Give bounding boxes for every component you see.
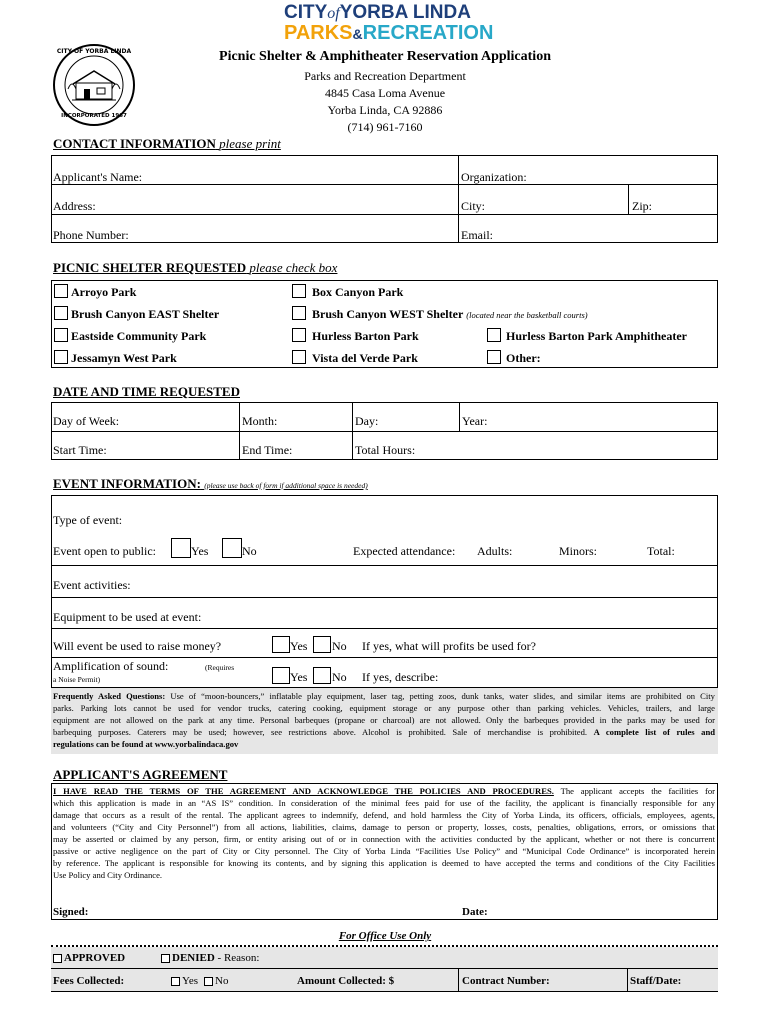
seal-text-bottom: INCORPORATED 1967	[61, 113, 127, 119]
checkbox-brush-east[interactable]	[54, 306, 68, 320]
datetime-heading: DATE AND TIME REQUESTED	[53, 384, 240, 399]
shelter-heading: PICNIC SHELTER REQUESTED please check box	[53, 260, 338, 275]
contact-note: please print	[219, 136, 281, 151]
rules-link[interactable]: regulations can be found at www.yorbalindaca.gov	[53, 739, 239, 749]
signed-field[interactable]: Signed:	[53, 906, 89, 918]
email-field[interactable]: Email:	[461, 228, 493, 242]
label-brush-east: Brush Canyon EAST Shelter	[71, 307, 220, 321]
label-hurless-amphitheater: Hurless Barton Park Amphitheater	[506, 329, 687, 343]
faq-lead: Frequently Asked Questions:	[53, 691, 166, 701]
dept-name: Parks and Recreation Department	[304, 69, 466, 83]
checkbox-brush-west[interactable]	[292, 306, 306, 320]
start-time-field[interactable]: Start Time:	[53, 443, 107, 457]
amplification-label: Amplification of sound:	[53, 659, 169, 673]
event-heading: EVENT INFORMATION: (please use back of form if additional space is needed)	[53, 476, 368, 491]
logo-parks: PARKS	[284, 22, 353, 44]
city-field[interactable]: City:	[461, 199, 486, 213]
fees-no-label: No	[215, 975, 229, 987]
checkbox-jessamyn[interactable]	[54, 350, 68, 364]
day-field[interactable]: Day:	[355, 414, 379, 428]
approved-label: APPROVED	[64, 952, 126, 964]
date-field[interactable]: Date:	[462, 906, 488, 918]
label-vista: Vista del Verde Park	[312, 351, 418, 365]
parks-logo	[284, 2, 494, 46]
day-of-week-field[interactable]: Day of Week:	[53, 414, 120, 428]
amount-collected-field[interactable]: Amount Collected: $	[297, 975, 395, 987]
dept-phone: (714) 961-7160	[347, 120, 423, 134]
logo-of: of	[327, 5, 340, 22]
event-activities-field[interactable]: Event activities:	[53, 578, 131, 592]
type-of-event-field[interactable]: Type of event:	[53, 513, 123, 527]
phone-field[interactable]: Phone Number:	[53, 228, 129, 242]
denied-checkbox[interactable]	[161, 954, 170, 963]
year-field[interactable]: Year:	[462, 414, 488, 428]
checkbox-arroyo[interactable]	[54, 284, 68, 298]
minors-field[interactable]: Minors:	[559, 544, 598, 558]
logo-amp: &	[352, 26, 363, 42]
approved-checkbox[interactable]	[53, 954, 62, 963]
raise-no-label: No	[332, 639, 347, 653]
adults-field[interactable]: Adults:	[477, 544, 513, 558]
label-eastside: Eastside Community Park	[71, 329, 207, 343]
raise-no-checkbox[interactable]	[313, 636, 331, 653]
requires-label: (Requires	[205, 663, 235, 672]
noise-permit-label: a Noise Permit)	[53, 675, 101, 684]
logo-city: CITY	[284, 2, 328, 23]
raise-yes-label: Yes	[290, 639, 308, 653]
amp-yes-checkbox[interactable]	[272, 667, 290, 684]
raise-money-label: Will event be used to raise money?	[53, 639, 222, 653]
brush-west-name: Brush Canyon WEST Shelter	[312, 307, 464, 321]
total-field[interactable]: Total:	[647, 544, 675, 558]
equipment-field[interactable]: Equipment to be used at event:	[53, 610, 202, 624]
agreement-text: I HAVE READ THE TERMS OF THE AGREEMENT AND ACKNOWLEDGE THE POLICIES AND PROCEDURES. The applicant accepts the facilities for which this application is made in an “AS IS” condition. In consideration of the minimal fees paid for use of the facility, the applicant is financially responsible for any damage that occurs as a result of the rental. The applicant agrees to indemnify, defend, and hold harmless the City of Yorba Linda, its officers, officials, employees, agents, and volunteers (“City and City Personnel”) from all actions, liabilities, claims, damage to person or property, losses, costs, penalties, obligations, errors, or omissions that may be asserted or claimed by any person, firm, or entity arising out of or in connection with the activities conducted by the applicant, whether or not there is concurrent passive or active negligence on the part of City or City personnel. The City of Yorba Linda “Facilities Use Policy” and “Municipal Code Ordinance” is incorporated herein by reference. The applicant is responsible for knowing its contents, and by signing this application is deemed to have accepted the terms and conditions of the City Facilities Use Policy and City Ordinance.	[53, 786, 715, 880]
dept-city: Yorba Linda, CA 92886	[327, 103, 443, 117]
address-field[interactable]: Address:	[53, 199, 96, 213]
faq-text: Frequently Asked Questions: Use of “moon-bouncers,” inflatable play equipment, laser tag, petting zoos, dunk tanks, water slides, and similar items are prohibited on City parks. Parking lots cannot be used for vendor trucks, catering cooking, equipment storage or any purpose other than parking vehicles. Vehicles, trailers, and large equipment are not allowed on the park at any time. Personal barbeques (propane or charcoal) are not allowed. Only the barbeques provided in the parks may be used for barbequing purposes. Caterers may be used; however, see restrictions above. Alcohol is prohibited. Sale of merchandise is prohibited. A complete list of rules and regulations can be found at www.yorbalindaca.gov	[53, 691, 715, 749]
applicant-name-field[interactable]: Applicant's Name:	[53, 170, 143, 184]
organization-field[interactable]: Organization:	[461, 170, 527, 184]
zip-field[interactable]: Zip:	[632, 199, 652, 213]
fees-yes-checkbox[interactable]	[171, 977, 180, 986]
agreement-heading: APPLICANT'S AGREEMENT	[53, 767, 228, 782]
label-arroyo: Arroyo Park	[71, 285, 137, 299]
total-hours-field[interactable]: Total Hours:	[355, 443, 416, 457]
amp-yes-label: Yes	[290, 670, 308, 684]
fees-no-checkbox[interactable]	[204, 977, 213, 986]
expected-attendance-label: Expected attendance:	[353, 544, 456, 558]
open-to-public-label: Event open to public:	[53, 544, 156, 558]
label-jessamyn: Jessamyn West Park	[71, 351, 177, 365]
label-box-canyon: Box Canyon Park	[312, 285, 404, 299]
contract-number-field[interactable]: Contract Number:	[462, 975, 550, 987]
open-yes-checkbox[interactable]	[171, 538, 191, 558]
label-other[interactable]: Other:	[506, 351, 541, 365]
rules-link-lead: A complete list of rules and	[593, 727, 715, 737]
office-heading: For Office Use Only	[338, 930, 432, 942]
amp-no-label: No	[332, 670, 347, 684]
checkbox-box-canyon[interactable]	[292, 284, 306, 298]
reason-text: - Reason:	[217, 952, 260, 964]
open-no-checkbox[interactable]	[222, 538, 242, 558]
open-yes-label: Yes	[191, 544, 209, 558]
agreement-lead: I HAVE READ THE TERMS OF THE AGREEMENT AND ACKNOWLEDGE THE POLICIES AND PROCEDURES.	[53, 786, 554, 796]
fees-yes-label: Yes	[182, 975, 199, 987]
page-title: Picnic Shelter & Amphitheater Reservation Application	[219, 49, 551, 64]
month-field[interactable]: Month:	[242, 414, 278, 428]
denied-text: DENIED	[172, 952, 215, 964]
checkbox-hurless[interactable]	[292, 328, 306, 342]
checkbox-vista[interactable]	[292, 350, 306, 364]
staff-date-field[interactable]: Staff/Date:	[630, 975, 682, 987]
event-note: (please use back of form if additional space is needed)	[204, 481, 368, 490]
amp-no-checkbox[interactable]	[313, 667, 331, 684]
contact-heading: CONTACT INFORMATION please print	[53, 136, 281, 151]
shelter-note: please check box	[249, 260, 338, 275]
end-time-field[interactable]: End Time:	[242, 443, 293, 457]
raise-profits-field[interactable]: If yes, what will profits be used for?	[362, 639, 536, 653]
label-hurless: Hurless Barton Park	[312, 329, 419, 343]
logo-recreation: RECREATION	[362, 22, 494, 44]
denied-label	[172, 952, 259, 964]
open-no-label: No	[242, 544, 257, 558]
dept-street: 4845 Casa Loma Avenue	[324, 86, 446, 100]
brush-west-note: (located near the basketball courts)	[466, 310, 588, 320]
fees-collected-label: Fees Collected:	[53, 975, 125, 987]
logo-yorba: YORBA LINDA	[339, 2, 471, 23]
amp-describe-field[interactable]: If yes, describe:	[362, 670, 439, 684]
raise-yes-checkbox[interactable]	[272, 636, 290, 653]
checkbox-other[interactable]	[487, 350, 501, 364]
checkbox-hurless-amphitheater[interactable]	[487, 328, 501, 342]
contact-box	[51, 155, 718, 243]
label-brush-west	[312, 307, 588, 322]
checkbox-eastside[interactable]	[54, 328, 68, 342]
seal-text-top: CITY OF YORBA LINDA	[56, 48, 132, 55]
